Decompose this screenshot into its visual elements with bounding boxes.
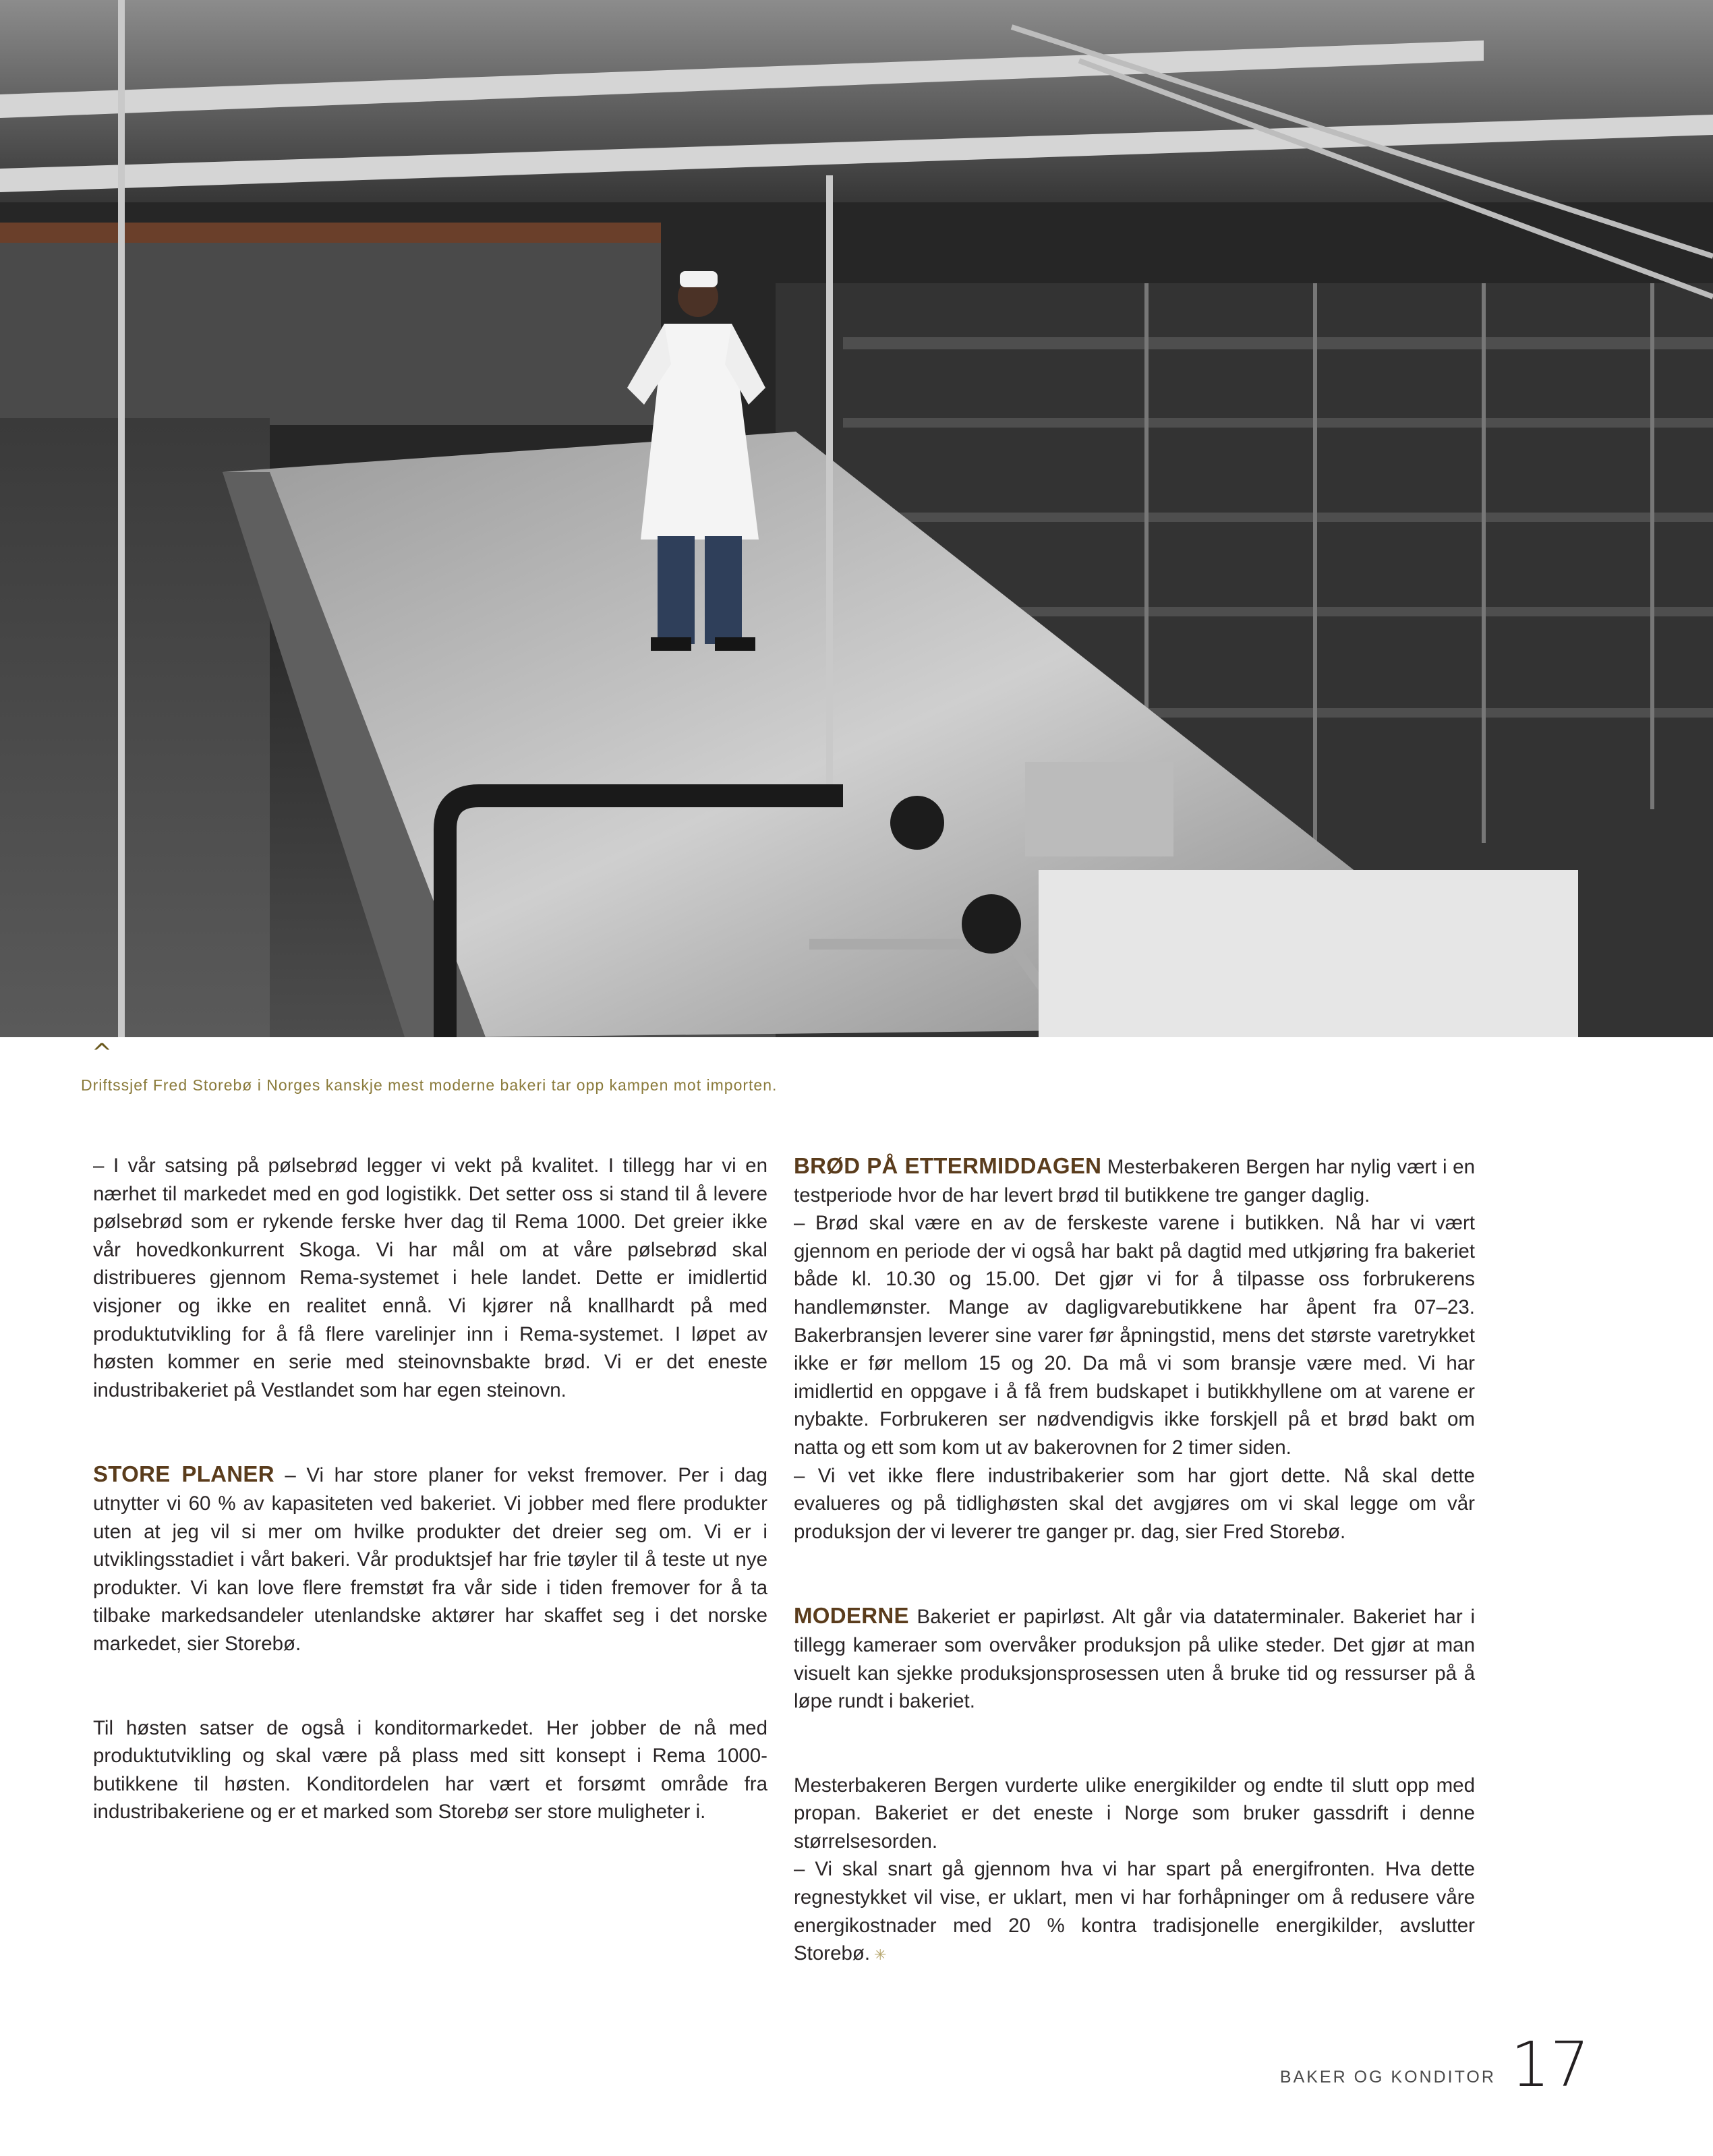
left-paragraph-2 [93,1460,767,1658]
right-paragraph-6-text: – Vi skal snart gå gjennom hva vi har spart på energifronten. Hva dette regnestykket vil vise, er uklart, men vi har forhåpninger om å redusere våre energikostnader med 20 % kontra tradisjonelle energikilder, avslutter Storebø. [794,1858,1475,1965]
left-column [93,1152,767,1826]
right-paragraph-4-text: Bakeriet er papirløst. Alt går via dataterminaler. Bakeriet har i tillegg kameraer som overvåker produksjon på ulike steder. Det gjør at man visuelt kan sjekke produksjonsprosessen uten å bruke tid og ressurser på å løpe rundt i bakeriet. [794,1606,1475,1713]
page-footer [1279,2029,1590,2101]
right-paragraph-2: – Brød skal være en av de ferskeste varene i butikken. Nå har vi vært gjennom en periode der vi også har bakt på dagtid med utkjøring fra bakeriet både kl. 10.30 og 15.00. Det gjør vi for å tilpasse oss forbrukerens handlemønster. Mange av dagligvarebutikkene har åpent fra 07–23. Bakerbransjen leverer sine varer før åpningstid, mens det største varetrykket ikke er før mellom 15 og 20. Da må vi som bransje være med. Vi har imidlertid en oppgave i å få frem budskapet i butikkhyllene om at varene er nybakte. Forbrukeren ser nødvendigvis ikke forskjell på et brød bakt om natta og ett som kom ut av bakerovnen for 2 timer siden. [794,1212,1475,1459]
section-heading-moderne: MODERNE [794,1603,909,1629]
section-heading-brod-pa-ettermiddagen: BRØD PÅ ETTERMIDDAGEN [794,1153,1102,1178]
right-paragraph-1-text: Mesterbakeren Bergen har nylig vært i en testperiode hvor de har levert brød til butikkene tre ganger daglig. [794,1156,1475,1206]
bakery-production-line-photo [0,0,1713,1037]
caret-up-icon: ^ [92,1039,113,1067]
left-paragraph-1: – I vår satsing på pølsebrød legger vi vekt på kvalitet. I tillegg har vi en nærhet til markedet med en god logistikk. Det setter oss si stand til å levere pølsebrød som er rykende ferske hver dag til Rema 1000. Det greier ikke vår hovedkonkurrent Skoga. Vi har mål om at våre pølsebrød skal distribueres gjennom Rema-systemet i hele landet. Dette er imidlertid visjoner og ikke en realitet ennå. Vi kjører nå knallhardt på med produktutvikling for å få flere varelinjer inn i Rema-systemet. I løpet av høsten kommer en serie med steinovnsbakte brød. Vi er det eneste industribakeriet på Vestlandet som har egen steinovn. [93,1155,767,1401]
right-paragraph-4 [794,1602,1475,1715]
end-mark-icon: ✳ [874,1946,887,1964]
section-heading-store-planer: STORE PLANER [93,1461,274,1487]
magazine-name: BAKER OG KONDITOR [1279,2068,1496,2087]
right-column [794,1152,1475,1969]
right-paragraph-1 [794,1152,1475,1209]
right-paragraph-3: – Vi vet ikke flere industribakerier som har gjort dette. Nå skal dette evalueres og på tidlighøsten skal det avgjøres om vi skal legge om vår produksjon der vi leverer tre ganger pr. dag, sier Fred Storebø. [794,1464,1475,1543]
left-paragraph-2-text: – Vi har store planer for vekst fremover. Per i dag utnytter vi 60 % av kapasiteten ved bakeriet. Vi jobber med flere produkter uten at jeg vil si mer om hvilke produkter det dreier seg om. Vi er i utviklingsstadiet i vårt bakeri. Vår produktsjef har frie tøyler til å teste ut nye produkter. Vi kan love flere fremstøt fra vår side i tiden fremover for å ta tilbake markedsandeler utenlandske aktører har skaffet seg i det norske markedet, sier Storebø. [93,1464,767,1655]
bakery-photo [0,0,1713,1037]
right-paragraph-5: Mesterbakeren Bergen vurderte ulike energikilder og endte til slutt opp med propan. Bakeriet er det eneste i Norge som bruker gassdrift i denne størrelsesorden. [794,1774,1475,1853]
page-number: 17 [1510,2029,1590,2101]
photo-caption: Driftssjef Fred Storebø i Norges kanskje mest moderne bakeri tar opp kampen mot importen. [81,1076,778,1094]
left-paragraph-3: Til høsten satser de også i konditormarkedet. Her jobber de nå med produktutvikling og skal være på plass med sitt konsept i Rema 1000-butikkene til høsten. Konditordelen har vært et forsømt område fra industribakeriene og er et marked som Storebø ser store muligheter i. [93,1716,767,1824]
right-paragraph-6 [794,1855,1475,1969]
